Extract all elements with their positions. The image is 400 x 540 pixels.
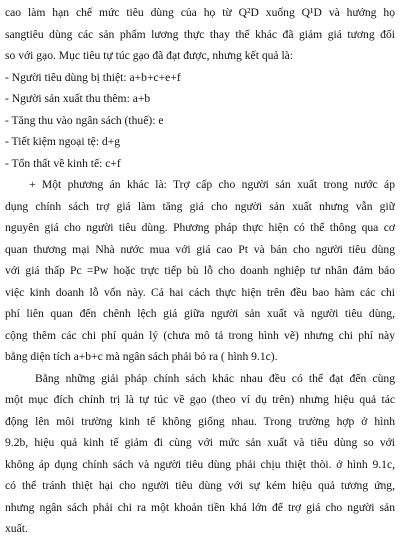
- text-line-13: với giá thấp Pc =Pw hoặc trực tiếp bù lỗ cho doanh nghiệp tư nhân đảm bảo: [5, 264, 395, 277]
- list-item-budget-revenue: - Tăng thu vào ngân sách (thuế): e: [5, 113, 164, 127]
- text-line-19: một mục đích chính trị là tự túc về gạo (theo ví dụ trên) nhưng hiệu quả tác: [5, 393, 395, 406]
- text-line-9: + Một phương án khác là: Trợ cấp cho người sản xuất trong nước áp: [29, 178, 395, 191]
- text-line-22: không áp dụng chính sách và người tiêu dùng phải chịu thiệt thòi. ở hình 9.1c,: [5, 457, 395, 471]
- text-line-14: việc kinh doanh lỗ vốn này. Cả hai cách thực hiện trên đều bao hàm các chi: [5, 285, 395, 299]
- text-line-16: cộng thêm các chi phí quản lý (chưa mô tả trong hình vẽ) nhưng chi phí này: [5, 328, 395, 342]
- list-item-consumer-loss: - Người tiêu dùng bị thiệt: a+b+c+e+f: [5, 70, 181, 84]
- list-item-foreign-exchange: - Tiết kiệm ngoại tệ: d+g: [5, 135, 121, 148]
- text-line-25: xuất.: [5, 522, 28, 535]
- list-item-economic-loss: - Tổn thất về kinh tế: c+f: [5, 156, 121, 170]
- text-line-21: 9.2b, hiệu quả kinh tế giảm đi cùng với mức sản xuất và tiêu dùng so với: [5, 436, 395, 449]
- text-line-24: nhưng ngân sách phải chi ra một khoản tiền khá lớn để trợ giá cho người sản: [5, 500, 395, 514]
- text-line-23: có thể tránh thiệt hại cho người tiêu dùng với sự kém hiệu quả tương ứng,: [5, 479, 395, 492]
- text-line-12: quan thương mại Nhà nước mua với giá cao Pt và bán cho người tiêu dùng: [5, 242, 395, 256]
- text-line-1: cao làm hạn chế mức tiêu dùng của họ từ Q²D xuống Q¹D và hướng họ: [5, 6, 395, 19]
- text-line-18: Bằng những giải pháp chính sách khác nhau đều có thể đạt đến cùng: [35, 371, 395, 385]
- text-line-15: phí liên quan đến chênh lệch giá giữa người sản xuất và người tiêu dùng,: [5, 307, 395, 320]
- text-line-2: sangtiêu dùng các sản phẩm lương thực thay thế khác đã giảm giá tương đối: [5, 27, 395, 41]
- text-line-10: dụng chính sách trợ giá làm tăng giá cho người sản xuất nhưng vẫn giữ: [5, 199, 395, 213]
- text-line-11: nguyên giá cho người tiêu dùng. Phương pháp thực hiện có thể thông qua cơ: [5, 221, 395, 234]
- text-line-3: so với gạo. Mục tiêu tự túc gạo đã đạt được, nhưng kết quả là:: [5, 49, 294, 62]
- text-line-20: động lên môi trường kinh tế không giống nhau. Trong trường hợp ở hình: [5, 414, 395, 428]
- text-line-17: bằng diện tích a+b+c mà ngân sách phải bỏ ra ( hình 9.1c).: [5, 350, 278, 363]
- list-item-producer-gain: - Người sản xuất thu thêm: a+b: [5, 92, 151, 105]
